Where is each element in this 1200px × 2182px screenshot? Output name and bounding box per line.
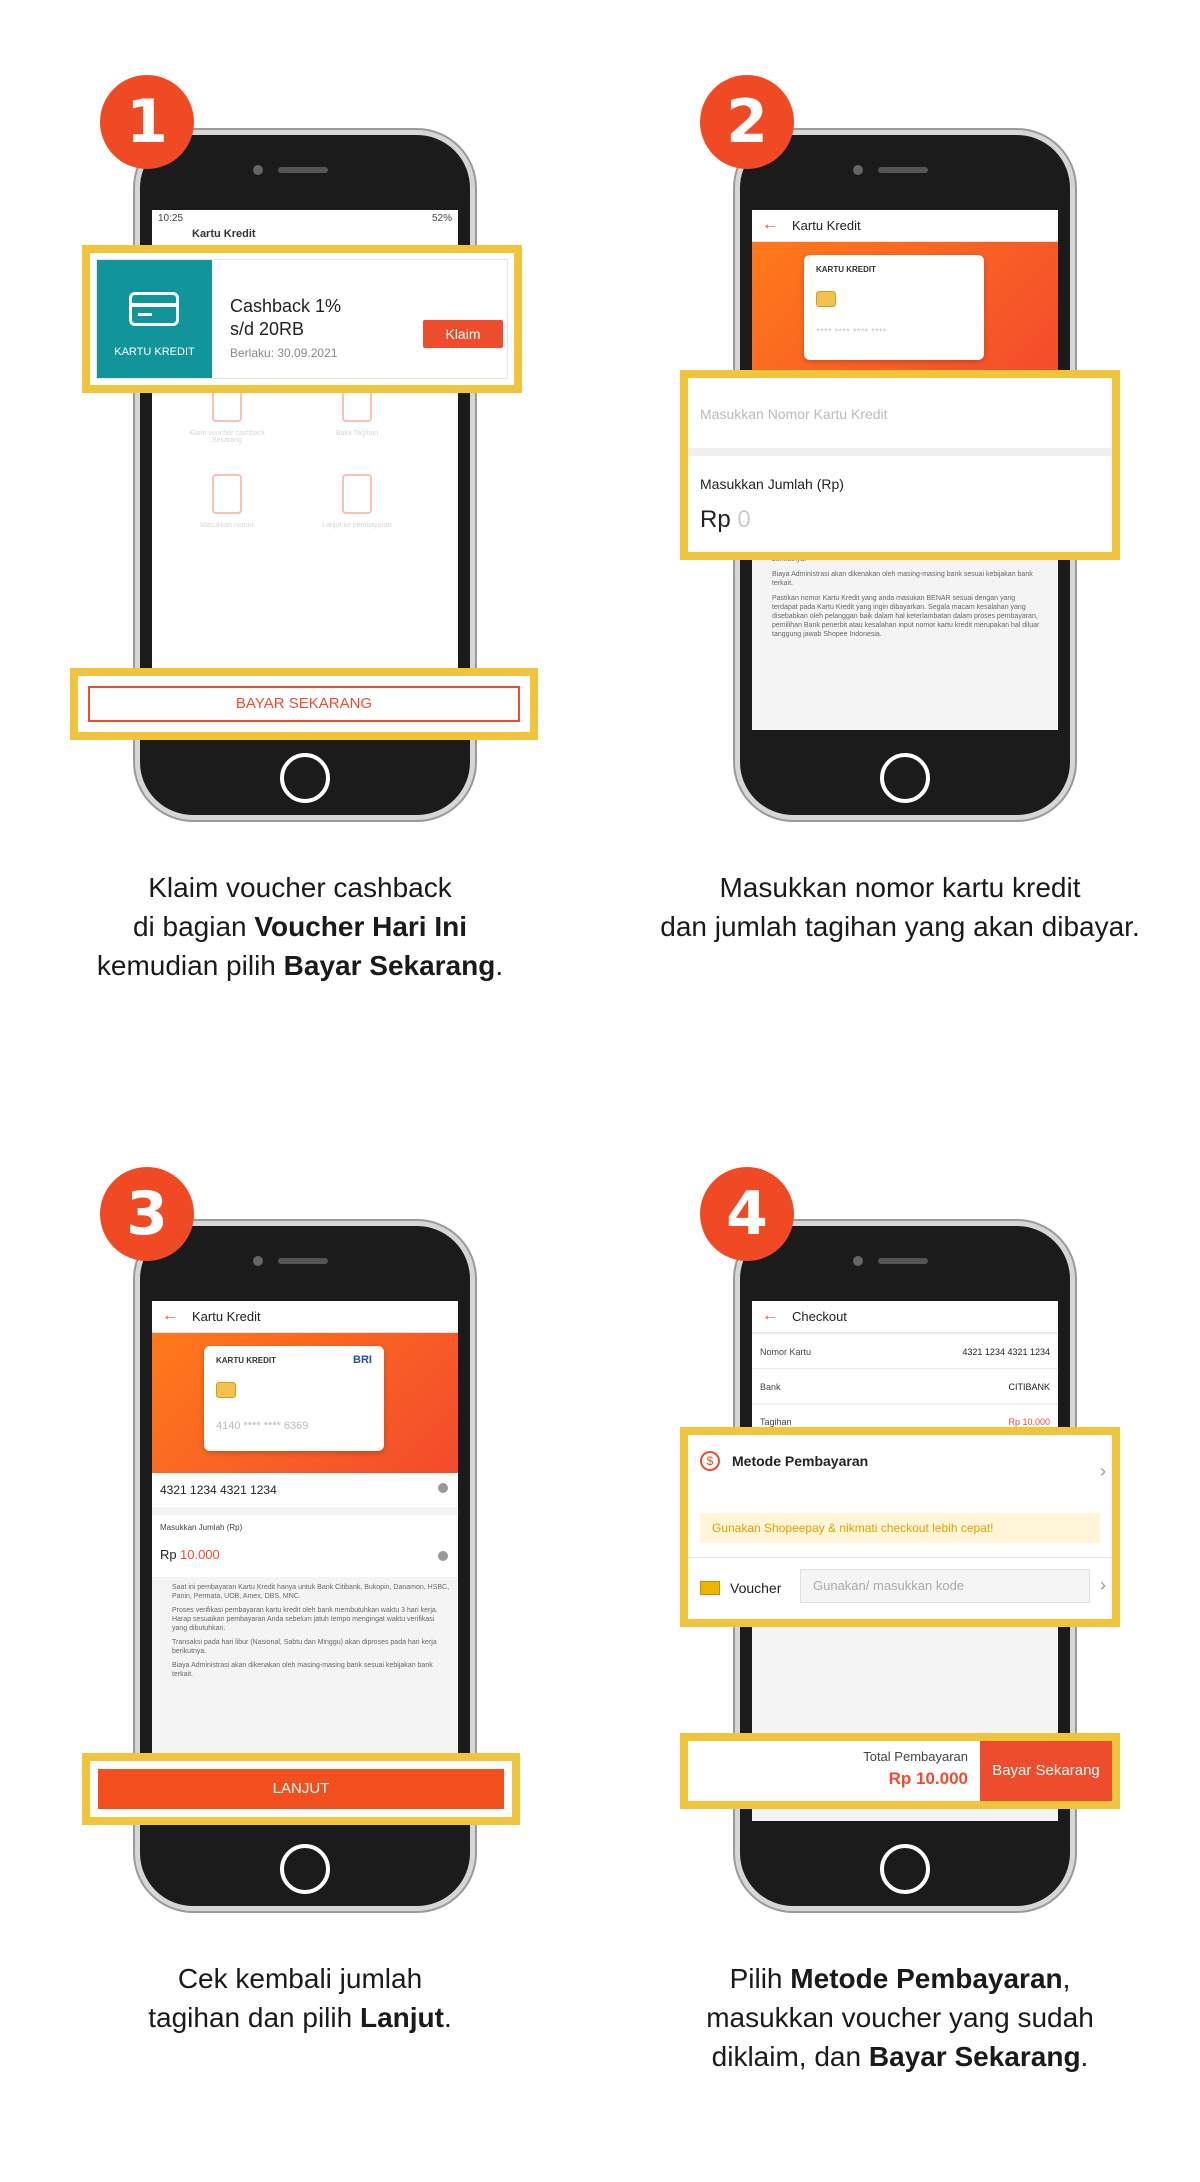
step-1 <box>0 0 600 1090</box>
step-caption <box>600 1959 1200 2076</box>
step-number-badge: 3 <box>100 1167 194 1261</box>
voucher-highlight <box>82 245 522 393</box>
terms-text: Biaya Administrasi akan dikenakan oleh masing-masing bank sesuai kebijakan bank terkait. <box>772 571 1033 587</box>
clear-icon[interactable] <box>438 1483 448 1493</box>
voucher-code-input[interactable]: Gunakan/ masukkan kode <box>800 1569 1090 1603</box>
next-button-highlight <box>82 1753 520 1825</box>
bank-logo: BRI <box>353 1354 372 1366</box>
total-amount: Rp 10.000 <box>888 1769 968 1788</box>
summary-label: Bank <box>760 1382 781 1392</box>
mechanism-icon <box>342 474 372 514</box>
amount-input[interactable] <box>700 506 751 534</box>
speaker-grille <box>278 1258 328 1264</box>
terms-text: Proses verifikasi pembayaran kartu kredit oleh bank membutuhkan waktu 3 hari kerja. Harap sesuaikan pembayaran Anda sebelum jatuh tempo mengingat waktu verifikasi yang dibutuhkan. <box>172 1607 438 1632</box>
speaker-grille <box>878 1258 928 1264</box>
caption-line: Cek kembali jumlah <box>177 1963 423 1994</box>
step-number-badge: 1 <box>100 75 194 169</box>
voucher-ticket-icon <box>700 1581 720 1595</box>
form-highlight <box>680 370 1120 560</box>
caption-line: Masukkan nomor kartu kredit <box>719 872 1081 903</box>
caption-line: di bagian Voucher Hari Ini <box>132 911 468 942</box>
voucher-validity: Berlaku: 30.09.2021 <box>230 346 338 360</box>
screen-title: Kartu Kredit <box>192 1309 261 1324</box>
speaker-grille <box>278 167 328 173</box>
credit-card-preview <box>804 255 984 360</box>
voucher-card-label: KARTU KREDIT <box>114 346 195 358</box>
amount-label: Masukkan Jumlah (Rp) <box>160 1523 243 1532</box>
voucher-subtitle: s/d 20RB <box>230 319 305 339</box>
card-number-value: 4321 1234 4321 1234 <box>160 1483 277 1497</box>
mechanism-icon <box>212 474 242 514</box>
chip-icon <box>816 291 836 307</box>
caption-line: kemudian pilih Bayar Sekarang. <box>96 950 504 981</box>
next-button[interactable]: LANJUT <box>98 1769 504 1809</box>
pay-now-button[interactable]: BAYAR SEKARANG <box>88 686 520 722</box>
battery-icon: 52% <box>431 213 452 224</box>
amount-label: Masukkan Jumlah (Rp) <box>700 476 844 492</box>
screen-title: Checkout <box>792 1309 847 1324</box>
credit-card-icon <box>129 292 179 326</box>
phone-screen <box>152 1301 458 1821</box>
payment-method-row[interactable] <box>688 1435 1112 1495</box>
divider <box>688 448 1112 456</box>
voucher-label: Voucher <box>730 1580 782 1596</box>
voucher-title: Cashback 1% <box>230 296 342 316</box>
summary-label: Tagihan <box>760 1417 792 1427</box>
step-number-badge: 2 <box>700 75 794 169</box>
divider <box>688 1557 1112 1558</box>
camera-icon <box>253 1256 263 1266</box>
chevron-right-icon: › <box>1100 1461 1106 1481</box>
back-arrow-icon[interactable]: ← <box>762 216 778 233</box>
camera-icon <box>253 165 263 175</box>
terms-block <box>160 1583 450 1679</box>
amount-value: 10.000 <box>180 1547 220 1562</box>
card-number-field[interactable] <box>152 1473 458 1507</box>
card-number: 4140 **** **** 6369 <box>216 1420 309 1432</box>
card-number-input[interactable]: Masukkan Nomor Kartu Kredit <box>700 406 888 422</box>
payment-method-label: Metode Pembayaran <box>732 1453 869 1469</box>
terms-text: Saat ini pembayaran Kartu Kredit hanya untuk Bank Citibank, Bukopin, Danamon, HSBC, Panin, Permata, UOB, Amex, DBS, MNC. <box>172 1584 450 1600</box>
app-bar <box>752 210 1058 242</box>
terms-text: Pastikan nomor Kartu Kredit yang anda masukan BENAR sesuai dengan yang terdapat pada Kartu Kredit yang ingin dibayarkan. Segala macam kesalahan yang disebabkan oleh pelanggan baik dalam hal keterlambatan dalam proses pembayaran, pemilihan Bank penerbit atau kesalahan input nomor kartu kredit merupakan hal diluar tanggung jawab Shopee Indonesia. <box>772 595 1040 638</box>
back-arrow-icon[interactable]: ← <box>162 1307 178 1324</box>
step-caption <box>0 868 600 985</box>
terms-text: Transaksi pada hari libur (Nasional, Sabtu dan Minggu) akan diproses pada hari kerja berikutnya. <box>172 1639 437 1655</box>
mechanism-step-3 <box>182 474 272 554</box>
summary-label: Nomor Kartu <box>760 1347 812 1357</box>
credit-card-preview <box>204 1346 384 1451</box>
currency-label: Rp <box>700 506 731 533</box>
claim-button[interactable]: Klaim <box>423 320 503 348</box>
status-time: 10:25 <box>158 213 184 224</box>
mechanism-label: Masukkan nomor <box>200 522 254 529</box>
mechanism-label: Lanjut ke pembayaran <box>322 522 392 529</box>
summary-row <box>752 1370 1058 1404</box>
summary-row <box>752 1335 1058 1369</box>
step-caption <box>600 868 1200 946</box>
screen-title: Kartu Kredit <box>792 218 861 233</box>
voucher-card-thumb <box>97 260 212 378</box>
voucher-row[interactable] <box>688 1563 1112 1613</box>
payment-highlight <box>680 1427 1120 1627</box>
home-button <box>280 1844 330 1894</box>
total-label: Total Pembayaran <box>863 1749 968 1764</box>
coin-icon: $ <box>700 1451 720 1471</box>
caption-line: dan jumlah tagihan yang akan dibayar. <box>660 911 1140 942</box>
caption-line: Klaim voucher cashback <box>148 872 452 903</box>
mechanism-step-1 <box>182 382 272 462</box>
summary-value: 4321 1234 4321 1234 <box>962 1347 1050 1357</box>
card-label: KARTU KREDIT <box>216 1356 276 1365</box>
camera-icon <box>853 1256 863 1266</box>
mechanism-step-4 <box>312 474 402 554</box>
speaker-grille <box>878 167 928 173</box>
currency-label: Rp <box>160 1547 177 1562</box>
caption-line: tagihan dan pilih Lanjut. <box>148 2002 452 2033</box>
pay-now-button[interactable]: Bayar Sekarang <box>980 1741 1112 1801</box>
camera-icon <box>853 165 863 175</box>
mechanism-label: Buka Tagihan <box>335 430 379 437</box>
step-3 <box>0 1091 600 2181</box>
back-arrow-icon[interactable]: ← <box>762 1307 778 1324</box>
app-bar <box>152 1301 458 1333</box>
home-button <box>280 753 330 803</box>
partial-header: Kartu Kredit <box>192 228 256 240</box>
step-2 <box>600 0 1200 1090</box>
app-bar <box>752 1301 1058 1333</box>
terms-text: Biaya Administrasi akan dikenakan oleh masing-masing bank sesuai kebijakan bank terkait. <box>172 1662 433 1678</box>
shopeepay-promo[interactable]: Gunakan Shopeepay & nikmati checkout lebih cepat! <box>700 1513 1100 1543</box>
mechanism-label: Klaim voucher cashback Sekarang <box>189 430 265 444</box>
clear-icon[interactable] <box>438 1551 448 1561</box>
chevron-right-icon: › <box>1100 1575 1106 1595</box>
summary-value: Rp 10.000 <box>1008 1417 1050 1427</box>
step-4 <box>600 1091 1200 2181</box>
caption-line: Pilih Metode Pembayaran, <box>729 1963 1071 1994</box>
summary-value: CITIBANK <box>1008 1382 1050 1392</box>
card-number: **** **** **** **** <box>816 327 887 338</box>
caption-line: masukkan voucher yang sudah <box>706 2002 1094 2033</box>
total-highlight <box>680 1733 1120 1809</box>
chip-icon <box>216 1382 236 1398</box>
home-button <box>880 1844 930 1894</box>
home-button <box>880 753 930 803</box>
step-number-badge: 4 <box>700 1167 794 1261</box>
step-caption <box>0 1959 600 2037</box>
voucher-card <box>96 259 508 379</box>
card-label: KARTU KREDIT <box>816 265 876 274</box>
amount-field[interactable] <box>152 1515 458 1577</box>
pay-button-highlight <box>70 668 538 740</box>
status-bar <box>152 210 458 228</box>
amount-placeholder: 0 <box>737 506 751 533</box>
caption-line: diklaim, dan Bayar Sekarang. <box>711 2041 1089 2072</box>
mechanism-step-2 <box>312 382 402 462</box>
